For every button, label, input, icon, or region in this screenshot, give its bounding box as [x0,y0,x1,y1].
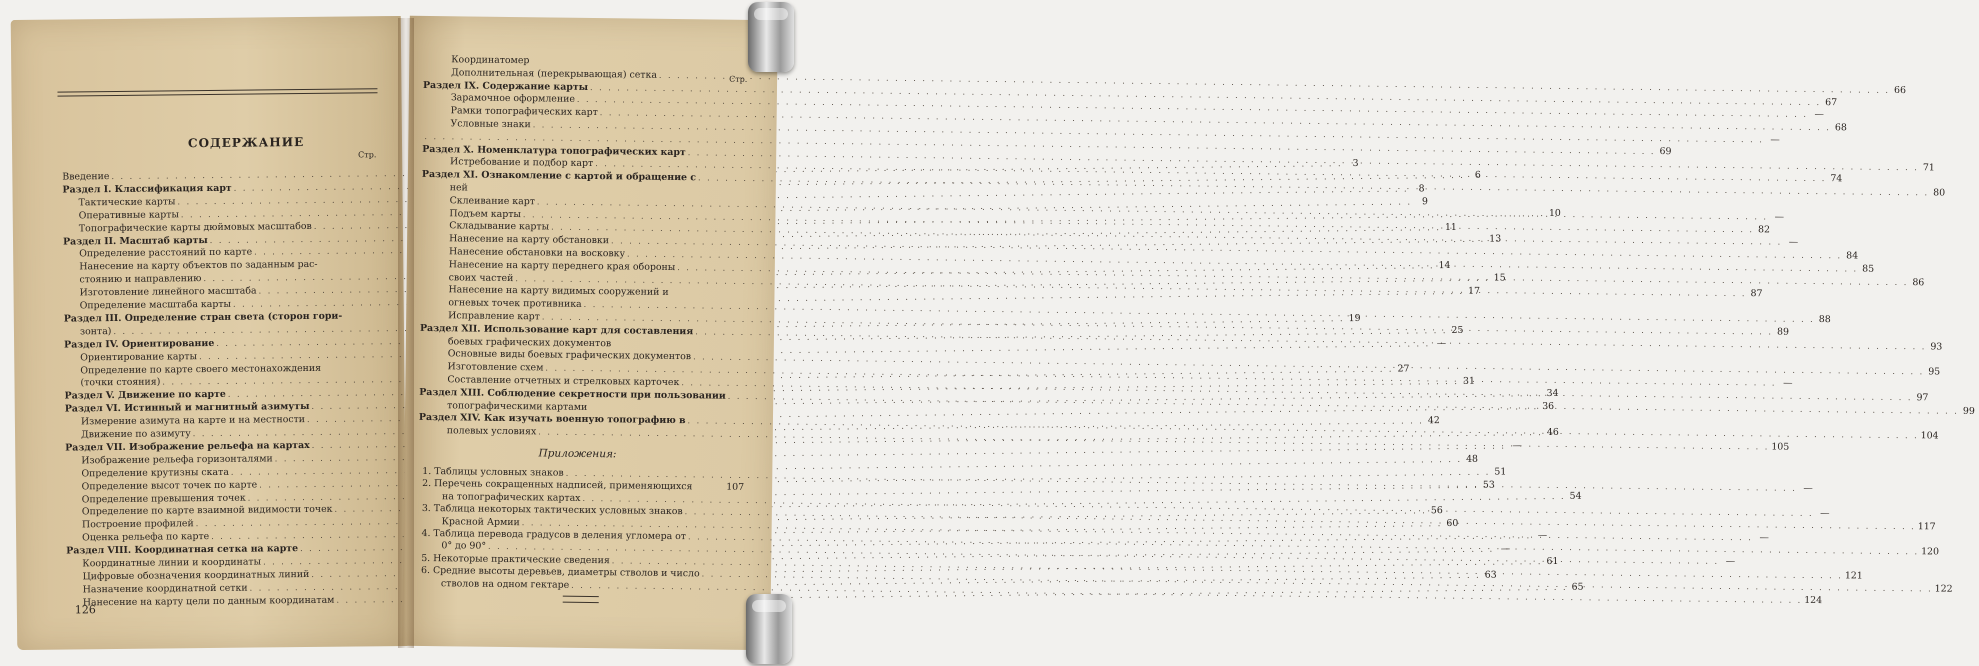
entry-title: Введение [62,171,110,183]
entry-page: 13 [1489,233,1502,245]
section-title: Раздел XI. Ознакомление с картой и обращение с [421,169,697,184]
entry-title: ней [449,182,468,194]
entry-page: 17 [1468,285,1481,297]
entry-page: 53 [1482,479,1495,491]
entry-page: 27 [1397,363,1410,375]
entry-page: 25 [1451,324,1464,336]
entry-title: своих частей [448,271,514,284]
entry-title: полевых условиях [446,425,537,438]
entry-title: Изготовление схем [447,361,544,374]
entry-page: — [1725,556,1736,568]
entry-page: — [1820,507,1830,519]
entry-page: 36 [1542,401,1555,413]
entry-title: стоянию и направлению [79,273,202,286]
entry-title: 5. Некоторые практические сведения [421,552,610,567]
page-number: 126 [74,603,96,617]
entry-title: огневых точек противника [448,297,582,311]
entry-title: Тактические карты [78,196,176,209]
entry-title: 2. Перечень сокращенных надписей, применяющихся [422,478,693,493]
leader-dots [470,191,732,194]
entry-page: 8 [1418,183,1425,195]
entry-page: 105 [1771,441,1790,453]
entry-title: Оперативные карты [78,208,179,222]
entry-title: Истребование и подбор карт [450,156,594,170]
leader-dots [589,410,729,412]
entry-page: 51 [1494,466,1507,478]
section-title: Раздел IX. Содержание карты [422,79,589,93]
entry-title: Определение по карте своего местонахождения [80,362,322,376]
entry-title: Ориентирование карты [80,350,198,363]
open-book [14,18,1975,648]
section-title: Раздел VIII. Координатная сетка на карте [66,543,299,557]
entry-title: Нанесение на карту обстановки [449,233,610,247]
entry-page: 87 [1750,287,1763,299]
entry-page: 65 [1571,581,1584,593]
toc-entry [64,310,380,324]
entry-page: 97 [1916,392,1929,404]
entry-title: 0° до 90° [441,540,487,553]
section-title: Раздел XIII. Соблюдение секретности при пользовании [419,386,726,402]
page-column-label: Стр. [358,150,377,160]
entry-title: Цифровые обозначения координатных линий [82,568,310,583]
appendix-heading: Приложения: [538,447,617,461]
entry-title: 4. Таблица перевода градусов в деления угломера от [421,527,687,543]
entry-title: Нанесение на карту переднего края обороны [448,259,676,273]
entry-title: 3. Таблица некоторых тактических условных знаков [421,503,683,518]
entry-page: 99 [1962,405,1975,417]
entry-page: 61 [1546,555,1559,567]
entry-page: — [1500,543,1511,555]
section-title: Раздел XII. Использование карт для составления [419,322,694,338]
entry-page: 46 [1546,426,1559,438]
entry-title: Назначение координатной сетки [82,582,248,596]
entry-page: 15 [1493,272,1506,284]
entry-title: Подъем карты [449,207,521,220]
entry-page: 86 [1912,276,1925,289]
entry-title: Изготовление линейного масштаба [79,285,257,299]
entry-page: 54 [1569,491,1582,503]
entry-page: — [1512,440,1522,452]
entry-page: 60 [1446,518,1459,530]
entry-title: (точки стояния) [80,376,161,389]
section-title: Раздел VII. Изображение рельефа на картах [65,439,310,454]
section-title: Раздел I. Классификация карт [62,182,232,196]
entry-page: 34 [1546,388,1559,400]
entry-page: — [1783,377,1793,389]
entry-title: Координатомер [451,54,530,67]
leader-dots [531,63,733,65]
entry-page: 95 [1928,366,1941,378]
entry-title: 1. Таблицы условных знаков [422,465,564,479]
entry-title: Нанесение на карту цели по данным координатам [82,594,335,609]
entry-page: 31 [1462,376,1475,388]
entry-page: 14 [1438,260,1451,272]
entry-page: — [1788,237,1799,249]
toc-title: СОДЕРЖАНИЕ [187,134,305,151]
section-title: Раздел X. Номенклатура топографических карт [422,143,686,158]
top-rule-thin [58,92,378,96]
entry-title: Склеивание карт [449,195,535,208]
entry-title: Нанесение обстановки на восковку [448,246,626,260]
entry-page: 56 [1430,505,1443,517]
entry-page: 19 [1348,312,1361,324]
entry-title: Построение профилей [81,518,194,531]
entry-page: — [1774,211,1785,223]
entry-title: боевых графических документов [447,335,612,349]
entry-title: Условные знаки [450,118,531,131]
entry-title: Определение масштаба карты [79,298,232,312]
section-title: Раздел III. Определение стран света (сторон гори- [63,310,343,325]
entry-page: — [1770,134,1780,146]
entry-page: 69 [1659,145,1672,157]
entry-page: 3 [1352,157,1359,170]
leader-dots [671,295,731,296]
entry-title: Зарамочное оформление [450,92,575,106]
entry-title: Оценка рельефа по карте [82,531,210,544]
entry-page: 66 [1894,84,1907,96]
entry-page: 104 [1920,430,1939,442]
entry-page: 88 [1818,314,1831,326]
section-title: Раздел VI. Истинный и магнитный азимуты [64,401,310,415]
entry-title: Основные виды боевых графических документов [447,348,692,363]
entry-page: 80 [1933,187,1946,199]
metal-clip-bottom [746,594,792,664]
entry-title: Движение по азимуту [81,428,191,441]
entry-page: 63 [1484,569,1497,581]
entry-page: 89 [1776,326,1790,338]
entry-title: Изображение рельефа горизонталями [81,453,273,467]
entry-page: 42 [1427,415,1440,427]
entry-title: Измерение азимута на карте и на местности [80,414,306,428]
entry-title: Определение высот точек по карте [81,479,258,492]
page-column-label: Стр. [729,74,748,84]
entry-page: 84 [1846,250,1859,262]
entry-title: Определение превышения точек [81,492,246,505]
entry-title: Нанесение на карту объектов по заданным рас- [79,259,318,273]
entry-page: 74 [1830,173,1843,185]
toc-entry [79,259,379,273]
entry-page: — [1436,337,1447,349]
entry-title: Определение расстояний по карте [79,246,253,260]
entry-page: 85 [1862,263,1875,275]
entry-title: Нанесение на карту видимых сооружений и [448,284,669,299]
end-ornament [563,596,599,603]
entry-title: Рамки топографических карт [450,105,598,119]
entry-page: 93 [1930,341,1943,353]
entry-title: Определение по карте взаимной видимости точек [81,504,333,518]
entry-page: 10 [1548,207,1561,219]
entry-title: Складывание карты [449,220,550,233]
entry-page: 71 [1922,161,1935,174]
section-title: Раздел II. Масштаб карты [62,234,208,248]
entry-page: — [1803,482,1813,494]
entry-page: 121 [1844,570,1863,582]
entry-page: 117 [1917,521,1936,533]
entry-page: 68 [1834,122,1847,134]
entry-title: Определение крутизны ската [81,466,229,480]
entry-page: — [1537,530,1548,542]
entry-page: 82 [1757,223,1771,236]
entry-title: Координатные линии и координаты [82,556,262,570]
entry-page: 107 [726,482,745,494]
entry-title: Дополнительная (перекрывающая) сетка [451,67,658,81]
entry-page: 67 [1825,96,1838,108]
entry-page: — [1814,109,1825,121]
entry-page: 11 [1444,221,1457,233]
entry-title: стволов на одном гектаре [440,577,570,591]
entry-title: Исправление карт [448,310,540,323]
entry-title: зонта) [79,325,112,338]
entry-page: 124 [1804,594,1823,606]
entry-title: 6. Средние высоты деревьев, диаметры стволов и число [421,565,700,580]
section-title: Раздел XIV. Как изучать военную топографию в [418,412,686,427]
entry-page: 6 [1474,169,1481,181]
metal-clip-top [748,2,794,72]
section-title: Раздел V. Движение по карте [64,389,226,402]
entry-title: на топографических картах [441,491,581,504]
entry-title: Топографические карты дюймовых масштабов [78,220,312,234]
section-title: Раздел IV. Ориентирование [64,337,215,351]
entry-page: 48 [1465,453,1479,465]
entry-page: 120 [1921,546,1940,558]
book-gutter [398,18,414,648]
entry-page: — [1759,531,1769,544]
entry-page: 122 [1934,583,1953,595]
toc-entry [80,362,380,376]
entry-title: топографическими картами [447,399,588,413]
leader-dots [613,346,730,347]
entry-title: Красной Армии [441,515,520,528]
entry-title: Составление отчетных и стрелковых карточек [447,374,680,389]
entry-page: 9 [1421,195,1429,207]
